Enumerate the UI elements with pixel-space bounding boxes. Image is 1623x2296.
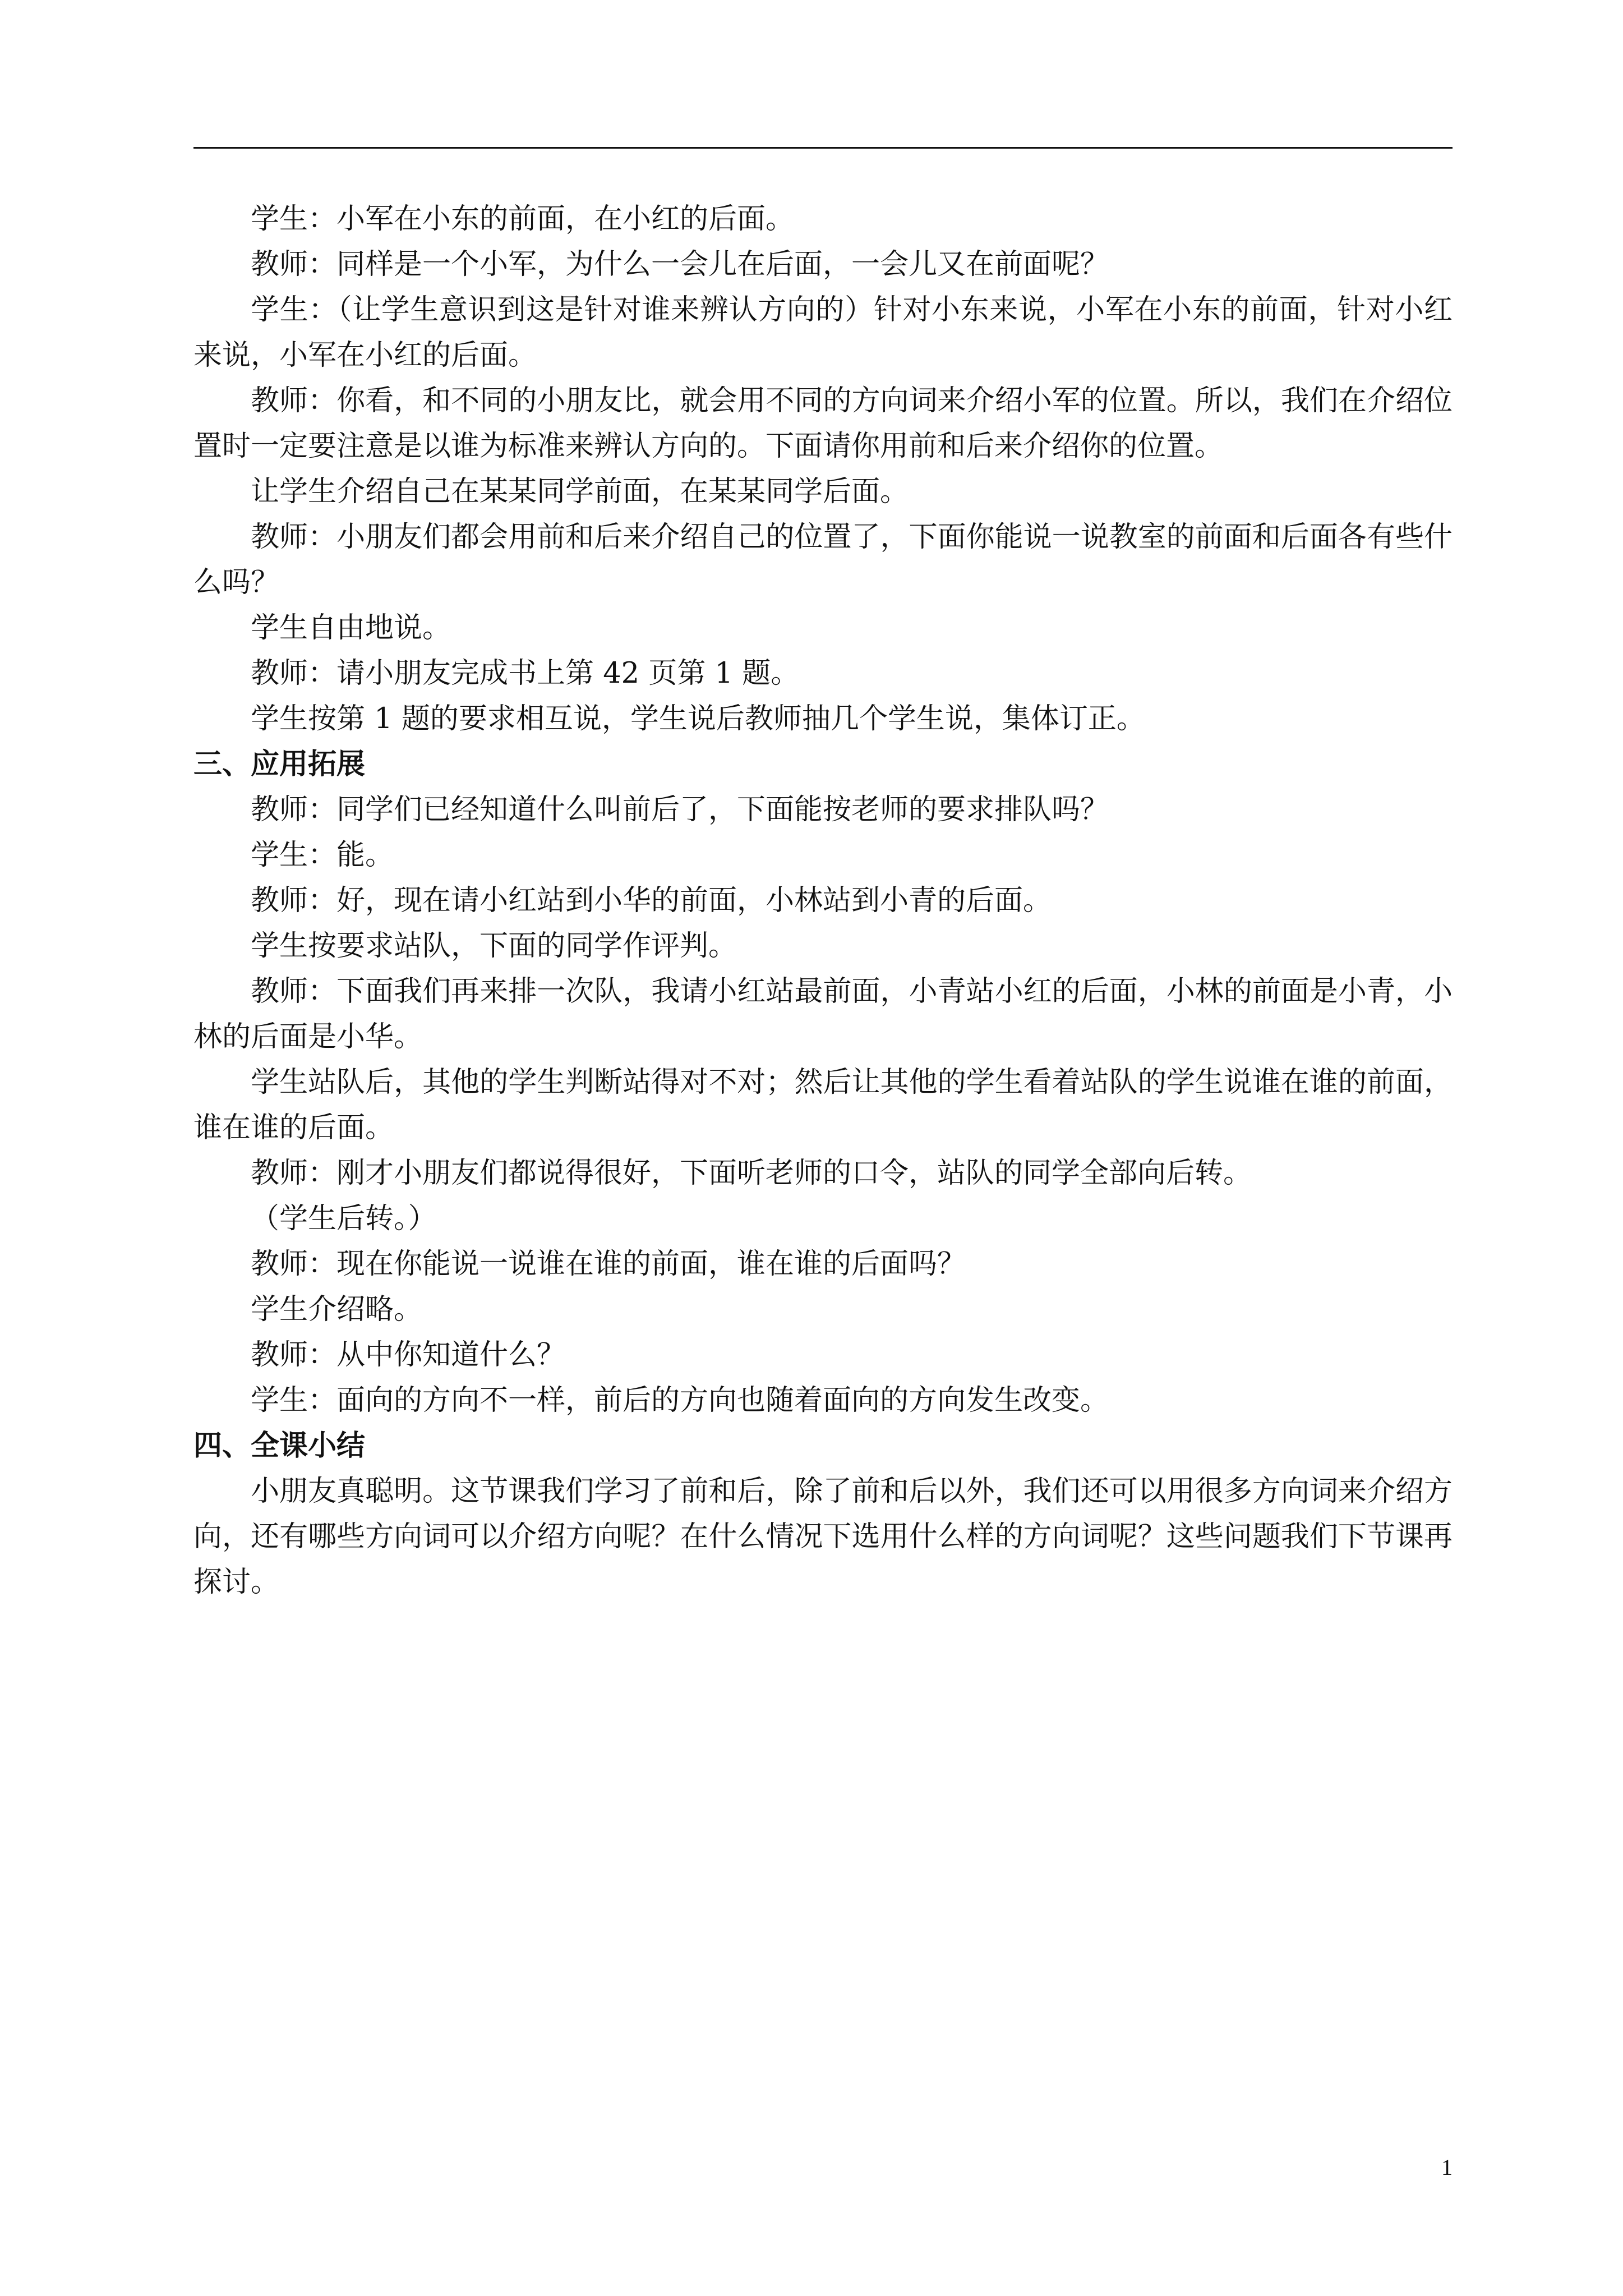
paragraph: 教师：刚才小朋友们都说得很好，下面听老师的口令，站队的同学全部向后转。 (251, 1157, 1252, 1190)
paragraph: 学生：（让学生意识到这是针对谁来辨认方向的）针对小东来说，小军在小东的前面，针对小红来说，小军在小红的后面。 (193, 293, 1453, 372)
paragraph: 让学生介绍自己在某某同学前面，在某某同学后面。 (251, 475, 909, 508)
paragraph: 学生站队后，其他的学生判断站得对不对；然后让其他的学生看着站队的学生说谁在谁的前面，谁在谁的后面。 (193, 1066, 1453, 1144)
paragraph: 教师：请小朋友完成书上第 42 页第 1 题。 (251, 657, 800, 690)
paragraph: 教师：小朋友们都会用前和后来介绍自己的位置了，下面你能说一说教室的前面和后面各有些什么吗？ (193, 521, 1453, 599)
paragraph: 学生：能。 (251, 839, 394, 872)
paragraph: （学生后转。） (251, 1202, 437, 1235)
paragraph: 教师：现在你能说一说谁在谁的前面，谁在谁的后面吗？ (251, 1248, 966, 1281)
page-number: 1 (1441, 2155, 1453, 2180)
paragraph: 教师：同学们已经知道什么叫前后了，下面能按老师的要求排队吗？ (251, 793, 1109, 826)
paragraph: 教师：你看，和不同的小朋友比，就会用不同的方向词来介绍小军的位置。所以，我们在介绍位置时一定要注意是以谁为标准来辨认方向的。下面请你用前和后来介绍你的位置。 (193, 384, 1453, 463)
paragraph: 教师：从中你知道什么？ (251, 1338, 566, 1372)
paragraph: 学生按要求站队，下面的同学作评判。 (251, 930, 737, 963)
header-rule (193, 147, 1453, 149)
paragraph: 学生介绍略。 (251, 1293, 423, 1326)
section-heading: 三、应用拓展 (193, 748, 366, 781)
paragraph: 教师：同样是一个小军，为什么一会儿在后面，一会儿又在前面呢？ (251, 248, 1109, 281)
paragraph: 学生自由地说。 (251, 611, 451, 645)
paragraph: 教师：下面我们再来排一次队，我请小红站最前面，小青站小红的后面，小林的前面是小青，小林的后面是小华。 (193, 975, 1453, 1053)
paragraph: 学生：面向的方向不一样，前后的方向也随着面向的方向发生改变。 (251, 1384, 1109, 1417)
paragraph: 学生：小军在小东的前面，在小红的后面。 (251, 203, 795, 236)
section-heading: 四、全课小结 (193, 1429, 366, 1462)
document-body (193, 196, 1453, 1605)
paragraph: 学生按第 1 题的要求相互说，学生说后教师抽几个学生说，集体订正。 (251, 702, 1145, 735)
paragraph: 小朋友真聪明。这节课我们学习了前和后，除了前和后以外，我们还可以用很多方向词来介绍方向，还有哪些方向词可以介绍方向呢？在什么情况下选用什么样的方向词呢？这些问题我们下节课再探讨。 (193, 1475, 1453, 1599)
paragraph: 教师：好，现在请小红站到小华的前面，小林站到小青的后面。 (251, 884, 1052, 917)
